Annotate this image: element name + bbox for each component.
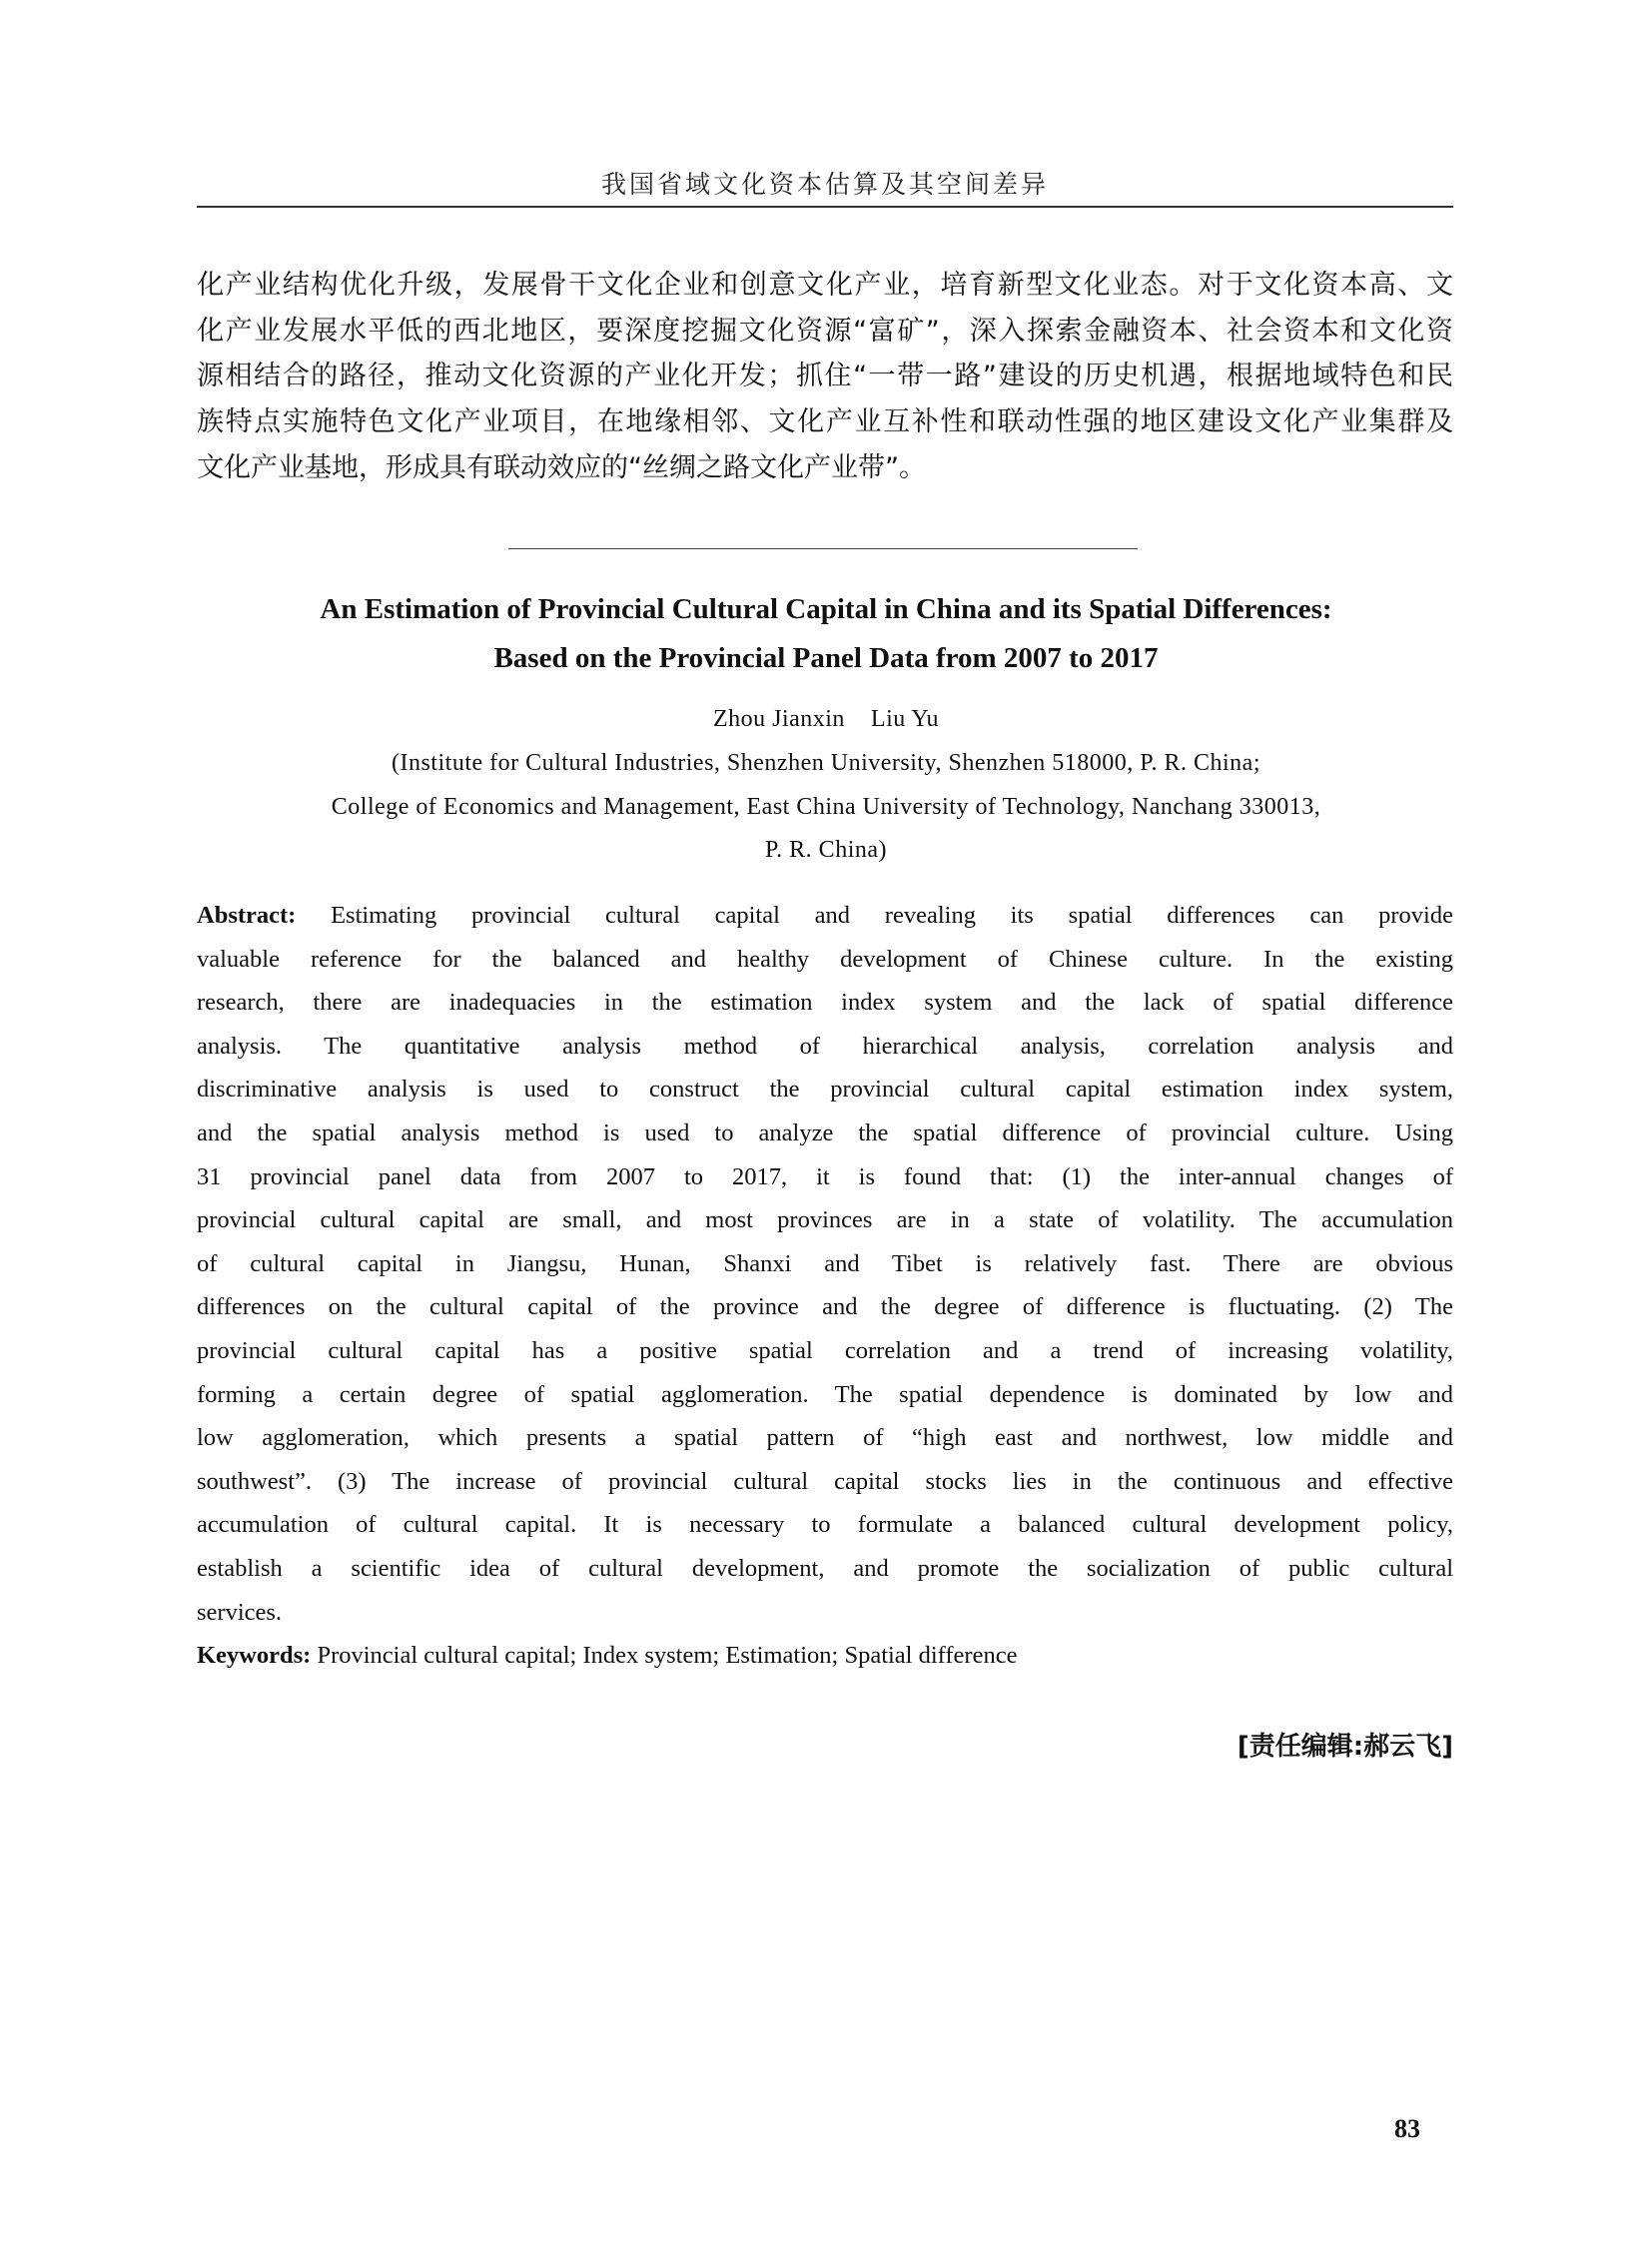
section-divider — [508, 548, 1138, 549]
header-rule — [197, 206, 1453, 208]
abstract-line: low agglomeration, which presents a spatial pattern of “high east and northwest, low middle and — [197, 1424, 1453, 1452]
editor-note: [责任编辑:郝云飞] — [1237, 1732, 1453, 1762]
abstract-line: southwest”. (3) The increase of provincial cultural capital stocks lies in the continuous and effective — [197, 1467, 1453, 1495]
paragraph-line: 族特点实施特色文化产业项目，在地缘相邻、文化产业互补性和联动性强的地区建设文化产业集群及 — [197, 406, 1453, 437]
english-title: An Estimation of Provincial Cultural Capital in China and its Spatial Differences: — [320, 593, 1332, 625]
keywords-text: Provincial cultural capital; Index system; Estimation; Spatial difference — [311, 1642, 1018, 1669]
abstract-line: discriminative analysis is used to construct the provincial cultural capital estimation index system, — [197, 1076, 1453, 1104]
paragraph-line: 源相结合的路径，推动文化资源的产业化开发；抓住“一带一路”建设的历史机遇，根据地域特色和民 — [197, 361, 1453, 391]
paragraph-line: 化产业结构优化升级，发展骨干文化企业和创意文化产业，培育新型文化业态。对于文化资本高、文 — [197, 270, 1453, 301]
page-number: 83 — [1394, 2114, 1420, 2143]
abstract-text: Estimating provincial cultural capital and revealing its spatial differences can provide — [296, 902, 1453, 929]
running-head: 我国省域文化资本估算及其空间差异 — [600, 170, 1049, 199]
abstract-line: research, there are inadequacies in the estimation index system and the lack of spatial difference — [197, 989, 1453, 1017]
abstract-line: provincial cultural capital has a positive spatial correlation and a trend of increasing volatility, — [197, 1337, 1453, 1364]
affiliation-line: College of Economics and Management, East China University of Technology, Nanchang 330013, — [331, 794, 1321, 820]
abstract-line: provincial cultural capital are small, and most provinces are in a state of volatility. The accumulation — [197, 1206, 1453, 1234]
keywords-label: Keywords: — [197, 1642, 312, 1669]
abstract-line: establish a scientific idea of cultural development, and promote the socialization of public cultural — [197, 1555, 1453, 1582]
paragraph-line: 化产业发展水平低的西北地区，要深度挖掘文化资源“富矿”，深入探索金融资本、社会资本和文化资 — [197, 316, 1453, 347]
abstract-line: and the spatial analysis method is used to analyze the spatial difference of provincial culture. Using — [197, 1120, 1453, 1146]
keywords — [197, 1641, 1453, 1671]
abstract-line: services. — [197, 1598, 283, 1626]
abstract-line: of cultural capital in Jiangsu, Hunan, Shanxi and Tibet is relatively fast. There are obvious — [197, 1249, 1453, 1277]
english-subtitle: Based on the Provincial Panel Data from 2007 to 2017 — [493, 642, 1159, 674]
affiliation-line: (Institute for Cultural Industries, Shenzhen University, Shenzhen 518000, P. R. China; — [391, 750, 1260, 776]
abstract-line — [197, 901, 1453, 931]
affiliation-line: P. R. China) — [764, 837, 887, 863]
abstract-line: 31 provincial panel data from 2007 to 2017, it is found that: (1) the inter-annual changes of — [197, 1162, 1453, 1190]
abstract-line: accumulation of cultural capital. It is necessary to formulate a balanced cultural development policy, — [197, 1511, 1453, 1539]
paragraph-line: 文化产业基地，形成具有联动效应的“丝绸之路文化产业带”。 — [197, 452, 926, 483]
abstract-line: differences on the cultural capital of the province and the degree of difference is fluctuating. (2) The — [197, 1293, 1453, 1321]
abstract-label: Abstract: — [197, 902, 297, 929]
abstract-line: forming a certain degree of spatial agglomeration. The spatial dependence is dominated by low and — [197, 1380, 1453, 1408]
abstract-line: valuable reference for the balanced and healthy development of Chinese culture. In the existing — [197, 945, 1453, 973]
abstract-line: analysis. The quantitative analysis method of hierarchical analysis, correlation analysis and — [197, 1032, 1453, 1060]
authors: Zhou Jianxin Liu Yu — [712, 706, 940, 732]
